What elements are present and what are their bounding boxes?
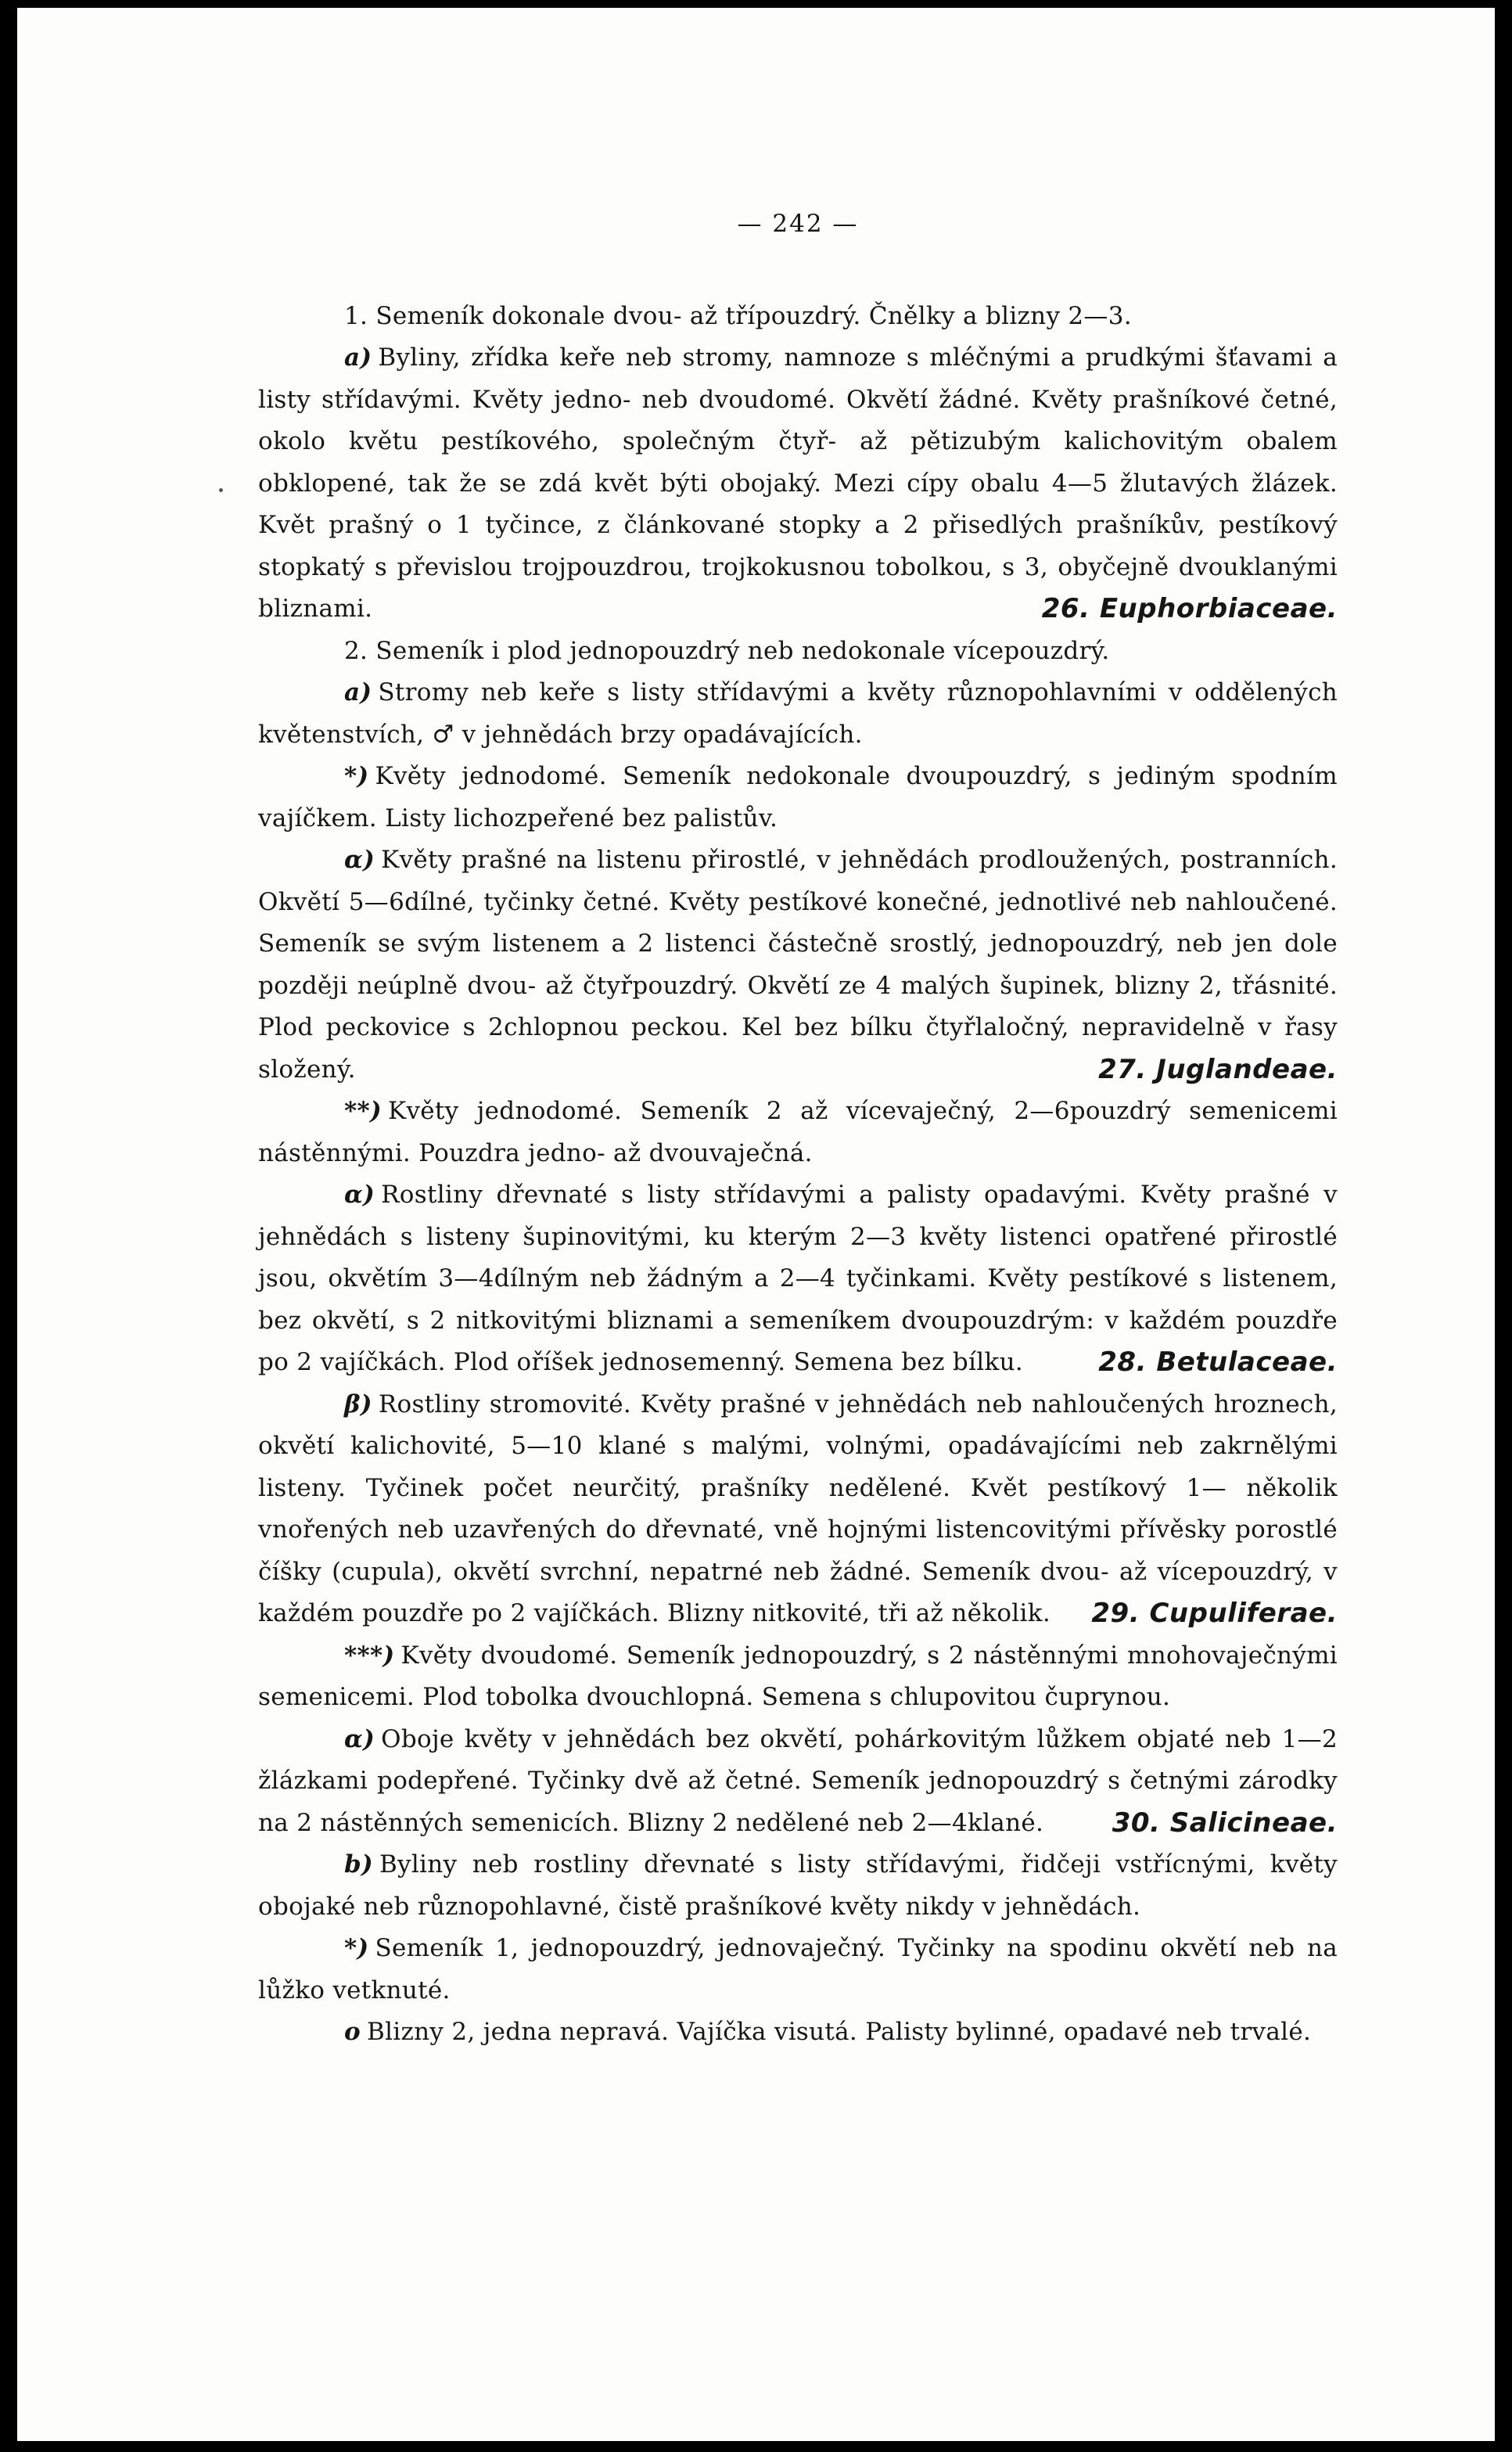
key-paragraph-1 xyxy=(258,296,1338,338)
paragraph-text: Blizny 2, jedna nepravá. Vajíčka visutá. Palisty bylinné, opadavé neb trvalé. xyxy=(366,2018,1312,2046)
family-name: 26. Euphorbiaceae. xyxy=(1041,593,1338,624)
paragraph-marker: *) xyxy=(344,1934,369,1962)
paragraph-marker: a) xyxy=(344,678,372,706)
key-paragraph-14 xyxy=(258,2012,1338,2054)
paragraph-marker: **) xyxy=(344,1097,382,1125)
paragraph-marker: ***) xyxy=(344,1641,395,1670)
paragraph-marker: b) xyxy=(344,1850,373,1879)
key-paragraph-9 xyxy=(258,1384,1338,1635)
key-paragraph-4 xyxy=(258,672,1338,756)
key-paragraph-8 xyxy=(258,1174,1338,1384)
paragraph-text: Květy jednodomé. Semeník nedokonale dvoupouzdrý, s jediným spodním vajíčkem. Listy lichozpeřené bez palistův. xyxy=(258,762,1338,832)
paragraph-text: 1. Semeník dokonale dvou- až třípouzdrý. Čnělky a blizny 2—3. xyxy=(344,301,1132,330)
paragraph-marker: β) xyxy=(344,1390,372,1418)
key-paragraph-6 xyxy=(258,840,1338,1091)
key-paragraph-2 xyxy=(258,337,1338,631)
paragraph-text: 2. Semeník i plod jednopouzdrý neb nedokonale vícepouzdrý. xyxy=(344,636,1110,665)
paragraph-marker: α) xyxy=(344,1181,375,1209)
paragraph-marker: o xyxy=(344,2018,361,2046)
paragraph-marker: *) xyxy=(344,762,369,790)
paragraph-marker: α) xyxy=(344,1724,375,1753)
text-column xyxy=(258,203,1338,2054)
scan-edge xyxy=(1495,0,1512,2452)
key-paragraph-13 xyxy=(258,1928,1338,2012)
key-paragraph-3 xyxy=(258,631,1338,673)
paragraph-text: Oboje květy v jehnědách bez okvětí, pohárkovitým lůžkem objaté neb 1—2 žlázkami podepřené. Tyčinky dvě až četné. Semeník jednopouzdrý s četnými zárodky na 2 nástěnných semenicích. Blizny 2 nedělené neb 2—4klané. xyxy=(258,1724,1338,1837)
family-name: 30. Salicineae. xyxy=(1112,1807,1338,1839)
paragraph-text: Květy dvoudomé. Semeník jednopouzdrý, s 2 nástěnnými mnohovaječnými semenicemi. Plod tobolka dvouchlopná. Semena s chlupovitou čuprynou. xyxy=(258,1641,1338,1711)
family-name: 29. Cupuliferae. xyxy=(1091,1598,1338,1629)
paragraph-text: Rostliny dřevnaté s listy střídavými a palisty opadavými. Květy prašné v jehnědách s listeny šupinovitými, ku kterým 2—3 květy listenci opatřené přirostlé jsou, okvětím 3—4dílným neb žádným a 2—4 tyčinkami. Květy pestíkové s listenem, bez okvětí, s 2 nitkovitými bliznami a semeníkem dvoupouzdrým: v každém pouzdře po 2 vajíčkách. Plod oříšek jednosemenný. Semena bez bílku. xyxy=(258,1181,1338,1376)
paragraph-text: Rostliny stromovité. Květy prašné v jehnědách neb nahloučených hroznech, okvětí kalichovité, 5—10 klané s malými, volnými, opadávajícími neb zakrnělými listeny. Tyčinek počet neurčitý, prašníky nedělené. Květ pestíkový 1— několik vnořených neb uzavřených do dřevnaté, vně hojnými listencovitými přívěsky porostlé číšky (cupula), okvětí svrchní, nepatrné neb žádné. Semeník dvou- až vícepouzdrý, v každém pouzdře po 2 vajíčkách. Blizny nitkovité, tři až několik. xyxy=(258,1390,1338,1627)
paragraph-text: Semeník 1, jednopouzdrý, jednovaječný. Tyčinky na spodinu okvětí neb na lůžko vetknuté. xyxy=(258,1934,1338,2004)
key-paragraph-11 xyxy=(258,1719,1338,1845)
paragraph-marker: α) xyxy=(344,846,375,874)
family-name: 28. Betulaceae. xyxy=(1098,1346,1338,1378)
key-paragraph-10 xyxy=(258,1635,1338,1719)
paragraph-text: Byliny, zřídka keře neb stromy, namnoze s mléčnými a prudkými šťavami a listy střídavými. Květy jedno- neb dvoudomé. Okvětí žádné. Květy prašníkové četné, okolo květu pestíkového, společným čtyř- až pětizubým kalichovitým obalem obklopené, tak že se zdá květ býti obojaký. Mezi cípy obalu 4—5 žlutavých žlázek. Květ prašný o 1 tyčince, z článkované stopky a 2 přisedlých prašníkův, pestíkový stopkatý s převislou trojpouzdrou, trojkokusnou tobolkou, s 3, obyčejně dvouklanými bliznami. xyxy=(258,343,1338,623)
key-paragraph-12 xyxy=(258,1844,1338,1928)
family-name: 27. Juglandeae. xyxy=(1098,1053,1338,1085)
page-number: — 242 — xyxy=(737,210,859,238)
key-paragraph-7 xyxy=(258,1091,1338,1174)
paragraph-text: Květy jednodomé. Semeník 2 až vícevaječný, 2—6pouzdrý semenicemi nástěnnými. Pouzdra jedno- až dvouvaječná. xyxy=(258,1097,1338,1167)
paragraph-marker: a) xyxy=(344,343,372,372)
scan-speck xyxy=(219,488,223,492)
paragraph-text: Květy prašné na listenu přirostlé, v jehnědách prodloužených, postranních. Okvětí 5—6dílné, tyčinky četné. Květy pestíkové konečné, jednotlivé neb nahloučené. Semeník se svým listenem a 2 listenci částečně srostlý, jednopouzdrý, neb jen dole později neúplně dvou- až čtyřpouzdrý. Okvětí ze 4 malých šupinek, blizny 2, třásnité. Plod peckovice s 2chlopnou peckou. Kel bez bílku čtyřlaločný, nepravidelně v řasy složený. xyxy=(258,846,1338,1084)
paragraph-text: Stromy neb keře s listy střídavými a květy různopohlavními v oddělených květenstvích, ♂ v jehnědách brzy opadávajících. xyxy=(258,678,1338,749)
paragraph-text: Byliny neb rostliny dřevnaté s listy střídavými, řidčeji vstřícnými, květy obojaké neb různopohlavné, čistě prašníkové květy nikdy v jehnědách. xyxy=(258,1850,1338,1921)
key-paragraph-5 xyxy=(258,756,1338,840)
